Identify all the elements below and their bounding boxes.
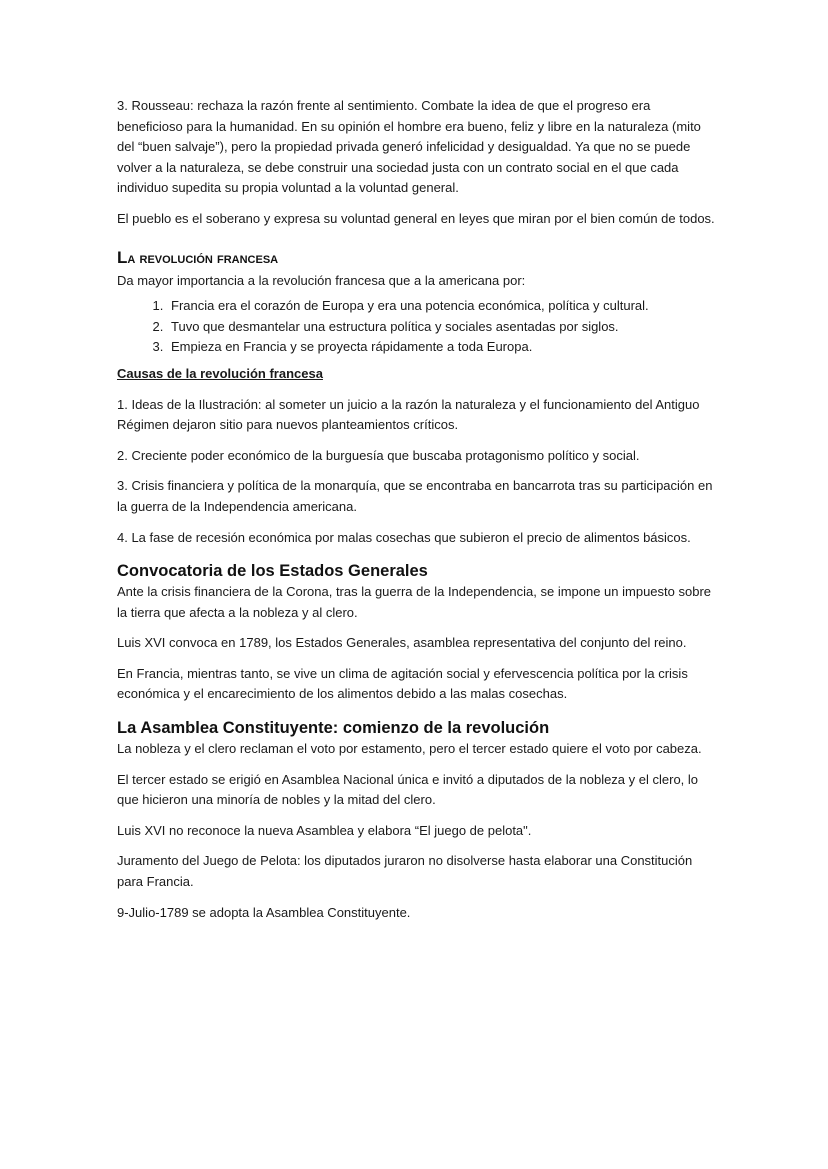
- list-item: 1. Francia era el corazón de Europa y era una potencia económica, política y cultural.: [167, 296, 717, 317]
- title-initial: L: [117, 247, 128, 267]
- estados-paragraph: En Francia, mientras tanto, se vive un clima de agitación social y efervescencia política por la crisis económica y el encarecimiento de los alimentos debido a las malas cosechas.: [117, 665, 688, 702]
- asamblea-paragraph: La nobleza y el clero reclaman el voto por estamento, pero el tercer estado quiere el voto por cabeza.: [117, 741, 702, 757]
- causa-item: 1. Ideas de la Ilustración: al someter un juicio a la razón la naturaleza y el funcionamiento del Antiguo Régimen dejaron sitio para nuevos planteamientos críticos.: [117, 396, 700, 433]
- section-title-asamblea: La Asamblea Constituyente: comienzo de la revolución: [117, 719, 550, 738]
- rousseau-paragraph: 3. Rousseau: rechaza la razón frente al sentimiento. Combate la idea de que el progreso era beneficioso para la humanidad. En su opinión el hombre era bueno, feliz y libre en la naturaleza (mito del “buen salvaje”), pero la propiedad privada generó infelicidad y desigualdad. Ya que no se puede volver a la naturaleza, se debe construir una sociedad justa con un contrato social en el que cada individuo supedita su propia voluntad a la voluntad general.: [117, 98, 701, 196]
- asamblea-paragraph: 9-Julio-1789 se adopta la Asamblea Constituyente.: [117, 904, 411, 920]
- section-title-estados: Convocatoria de los Estados Generales: [117, 562, 428, 581]
- sovereignty-paragraph: El pueblo es el soberano y expresa su voluntad general en leyes que miran por el bien común de todos.: [117, 210, 715, 226]
- causa-item: 4. La fase de recesión económica por malas cosechas que subieron el precio de alimentos básicos.: [117, 529, 691, 545]
- list-item: 3. Empieza en Francia y se proyecta rápidamente a toda Europa.: [167, 337, 717, 358]
- asamblea-paragraph: Juramento del Juego de Pelota: los diputados juraron no disolverse hasta elaborar una Constitución para Francia.: [117, 853, 693, 890]
- estados-paragraph: Luis XVI convoca en 1789, los Estados Generales, asamblea representativa del conjunto del reino.: [117, 635, 687, 651]
- asamblea-paragraph: Luis XVI no reconoce la nueva Asamblea y elabora “El juego de pelota".: [117, 822, 532, 838]
- document-page: [117, 96, 717, 933]
- title-rest: a revolución francesa: [127, 249, 279, 267]
- causas-heading: Causas de la revolución francesa: [117, 365, 323, 381]
- reasons-list: [117, 296, 717, 358]
- revolucion-intro: Da mayor importancia a la revolución francesa que a la americana por:: [117, 272, 526, 288]
- list-item: 2. Tuvo que desmantelar una estructura política y sociales asentadas por siglos.: [167, 317, 717, 338]
- section-title-revolucion: [117, 248, 717, 269]
- causa-item: 3. Crisis financiera y política de la monarquía, que se encontraba en bancarrota tras su participación en la guerra de la Independencia americana.: [117, 478, 713, 514]
- causa-item: 2. Creciente poder económico de la burguesía que buscaba protagonismo político y social.: [117, 447, 640, 463]
- estados-paragraph: Ante la crisis financiera de la Corona, tras la guerra de la Independencia, se impone un impuesto sobre la tierra que afecta a la nobleza y al clero.: [117, 584, 712, 620]
- asamblea-paragraph: El tercer estado se erigió en Asamblea Nacional única e invitó a diputados de la nobleza y el clero, lo que hicieron una minoría de nobles y la mitad del clero.: [117, 771, 699, 808]
